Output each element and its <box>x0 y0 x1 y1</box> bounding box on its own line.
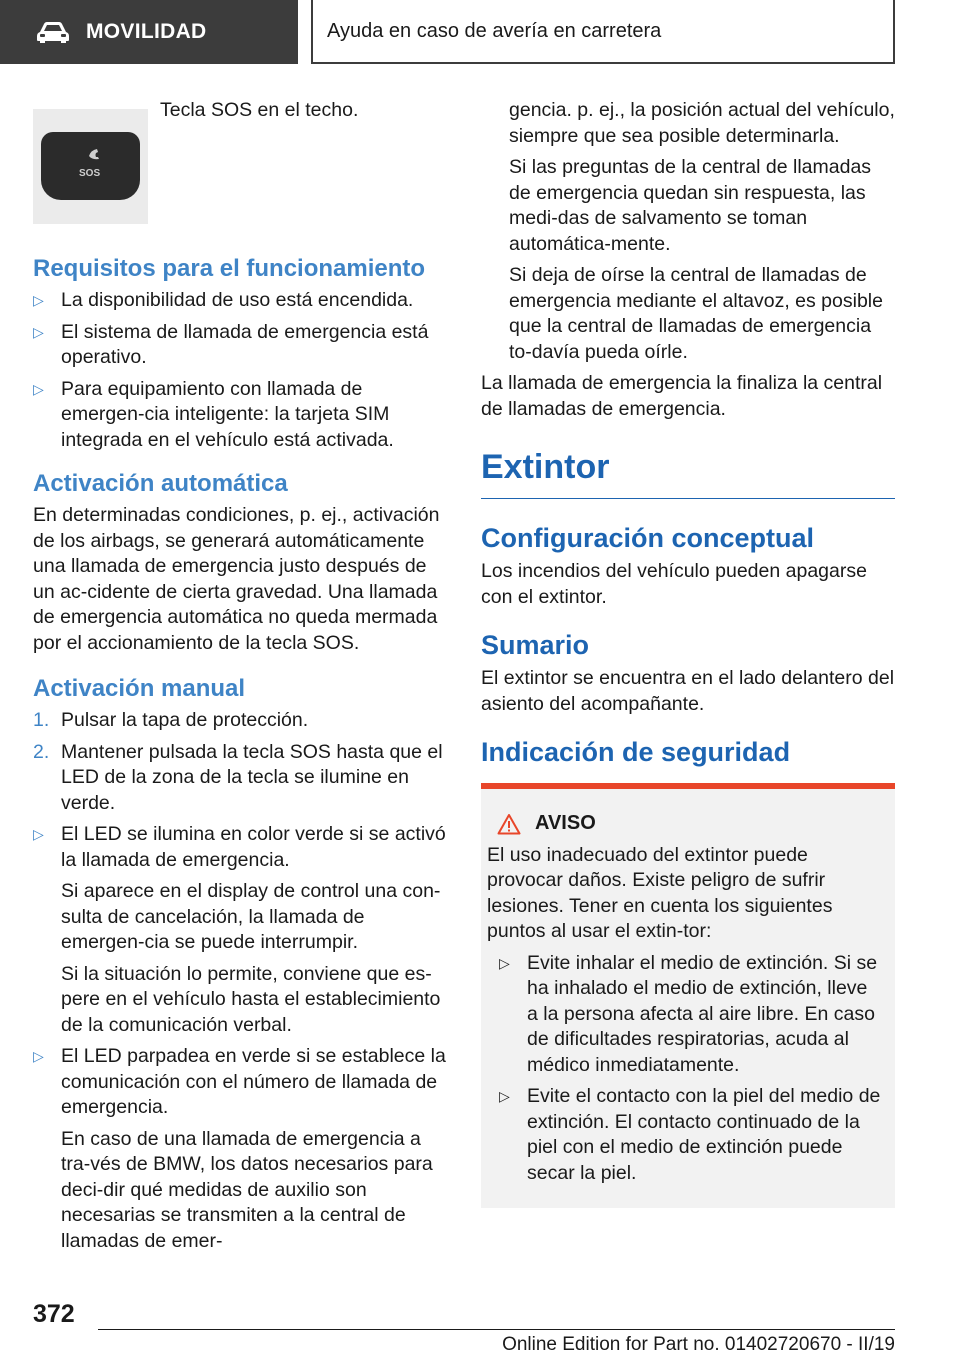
safety-heading: Indicación de seguridad <box>481 737 791 767</box>
concept-heading: Configuración conceptual <box>481 523 815 553</box>
list-item: ▷ El sistema de llamada de emergencia está operativo. <box>33 320 429 368</box>
warning-title: AVISO <box>487 811 883 837</box>
image-caption: Tecla SOS en el techo. <box>160 99 359 121</box>
list-item: ▷ El LED se ilumina en color verde si se activó la llamada de emergencia. <box>33 823 446 871</box>
result-note: Si aparece en el display de control una con-sulta de cancelación, la llamada de emergen-cia se puede interrumpir. <box>61 880 441 953</box>
auto-activation-heading: Activación automática <box>33 470 288 497</box>
sos-figure <box>33 98 448 224</box>
warning-triangle-icon <box>497 813 521 835</box>
summary-heading: Sumario <box>481 630 590 660</box>
warning-text: El uso inadecuado del extintor puede provocar daños. Existe peligro de sufrir lesiones. Tener en cuenta los siguientes puntos al usar el extin-tor: <box>487 843 833 942</box>
requirements-list <box>33 288 448 453</box>
continued-text: Si deja de oírse la central de llamadas de emergencia mediante el altavoz, es posible que la central de llamadas de emergencia to-davía pueda oírle. <box>509 264 883 363</box>
warning-list <box>499 951 883 1187</box>
sos-label: SOS <box>79 168 101 179</box>
chapter-header <box>311 0 895 64</box>
results-list <box>33 1044 448 1121</box>
page-number: 372 <box>33 1300 75 1328</box>
triangle-bullet-icon: ▷ <box>33 826 44 842</box>
right-column <box>481 98 895 1208</box>
manual-activation-heading: Activación manual <box>33 675 246 702</box>
warning-box <box>481 783 895 1208</box>
steps-list <box>33 708 448 816</box>
auto-activation-text: En determinadas condiciones, p. ej., activación de los airbags, se generará automáticamente una llamada de emergencia justo después de un ac-cidente de cierta gravedad. Una llamada de emergencia automática no queda mermada por el accionamiento de la tecla SOS. <box>33 504 440 654</box>
list-item: ▷ Evite el contacto con la piel del medio de extinción. El contacto continuado de la piel con el medio de extinción puede secar la piel. <box>499 1085 881 1184</box>
edition-text: Online Edition for Part no. 01402720670 - II/19 <box>502 1334 895 1355</box>
triangle-bullet-icon: ▷ <box>33 1048 44 1064</box>
result-note: Si la situación lo permite, conviene que es-pere en el vehículo hasta el establecimiento de la comunicación verbal. <box>61 962 441 1036</box>
triangle-bullet-icon: ▷ <box>499 1088 510 1104</box>
triangle-bullet-icon: ▷ <box>499 954 510 971</box>
section-tab <box>0 0 298 64</box>
sos-button-image <box>33 109 148 224</box>
sos-button-shape <box>41 132 140 200</box>
triangle-bullet-icon: ▷ <box>33 323 44 340</box>
phone-icon <box>88 148 102 160</box>
chapter-title: Ayuda en caso de avería en carretera <box>327 19 662 42</box>
summary-text: El extintor se encuentra en el lado delantero del asiento del acompañante. <box>481 667 895 715</box>
results-list <box>33 822 448 873</box>
list-item: ▷ El LED parpadea en verde si se establece la comunicación con el número de llamada de emergencia. <box>33 1045 446 1118</box>
list-item: ▷ Evite inhalar el medio de extinción. Si se ha inhalado el medio de extinción, lleve a la persona afecta al aire libre. En caso de dificultades respiratorias, acuda al médico inmediatamente. <box>499 951 878 1076</box>
requirements-heading: Requisitos para el funcionamiento <box>33 255 426 282</box>
triangle-bullet-icon: ▷ <box>33 380 44 397</box>
triangle-bullet-icon: ▷ <box>33 292 44 308</box>
list-item: ▷ La disponibilidad de uso está encendida. <box>33 288 448 314</box>
concept-text: Los incendios del vehículo pueden apagarse con el extintor. <box>481 560 867 608</box>
continued-text: Si las preguntas de la central de llamadas de emergencia quedan sin respuesta, las medi-das de salvamento se toman automática-mente. <box>509 156 872 255</box>
list-item: ▷ Para equipamiento con llamada de emergen-cia inteligente: la tarjeta SIM integrada en el vehículo está activada. <box>33 377 394 451</box>
car-icon <box>36 20 70 44</box>
section-label: MOVILIDAD <box>86 20 207 43</box>
footer-divider <box>98 1329 895 1330</box>
end-call-text: La llamada de emergencia la finaliza la central de llamadas de emergencia. <box>481 372 883 420</box>
section-title: Extintor <box>481 444 895 499</box>
list-item: 1. Pulsar la tapa de protección. <box>33 709 309 731</box>
list-item: 2. Mantener pulsada la tecla SOS hasta que el LED de la zona de la tecla se ilumine en verde. <box>33 740 443 814</box>
result-note: En caso de una llamada de emergencia a tra-vés de BMW, los datos necesarios para deci-dir qué medidas de auxilio son necesarias se transmiten a la central de llamadas de emer- <box>61 1127 433 1252</box>
left-column <box>33 98 448 1260</box>
continued-text: gencia. p. ej., la posición actual del vehículo, siempre que sea posible determinarla. <box>509 99 895 147</box>
